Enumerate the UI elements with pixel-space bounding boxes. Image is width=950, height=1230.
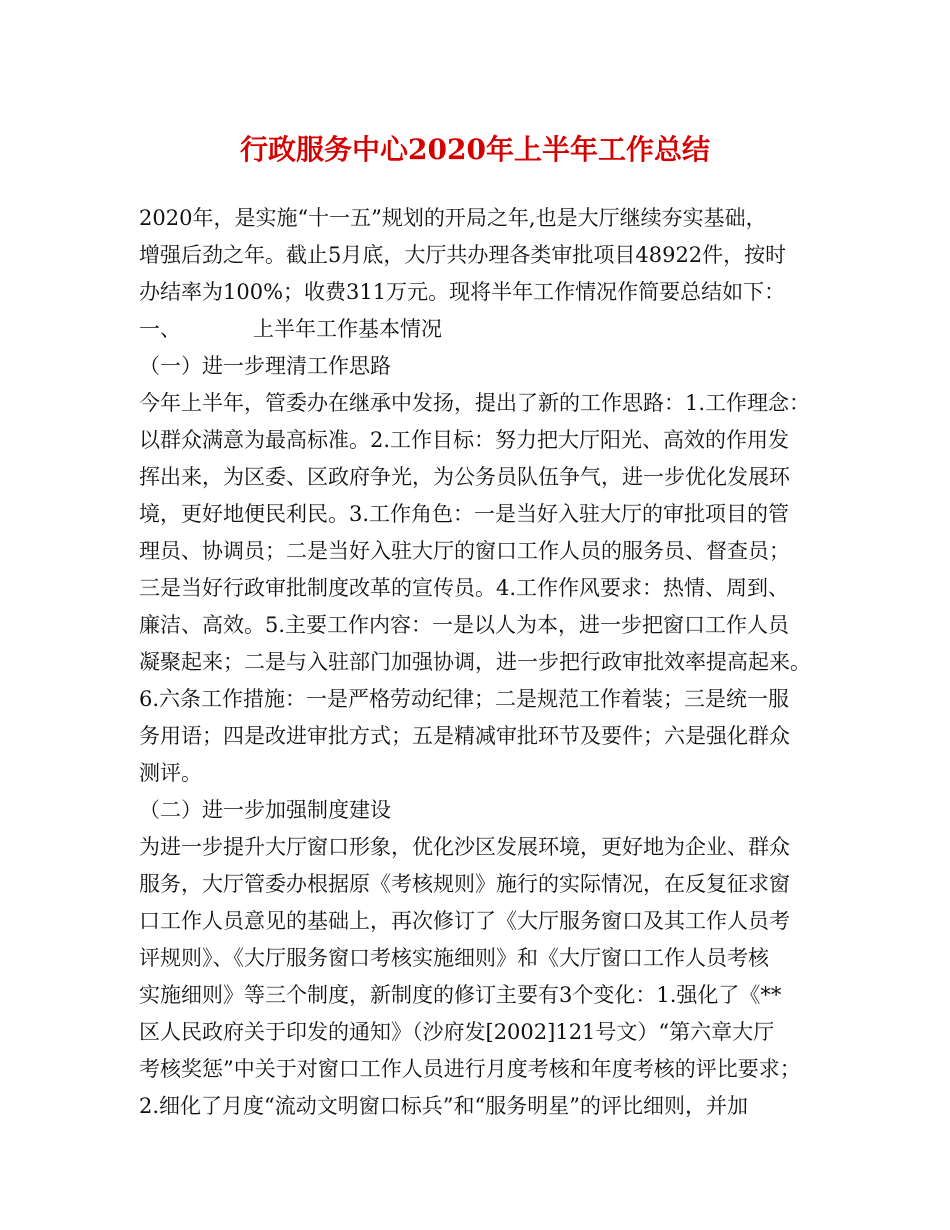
paragraph-line: 三是当好行政审批制度改革的宣传员。4.工作作风要求：热情、周到、 <box>139 576 790 600</box>
section-number: 一、 <box>139 317 181 341</box>
paragraph-line: 凝聚起来；二是与入驻部门加强协调，进一步把行政审批效率提高起来。 <box>139 650 811 674</box>
paragraph-line: 廉洁、高效。5.主要工作内容：一是以人为本，进一步把窗口工作人员 <box>139 613 790 637</box>
paragraph-line: 境，更好地便民利民。3.工作角色：一是当好入驻大厅的审批项目的管 <box>139 502 790 526</box>
paragraph-line: 办结率为100%；收费311万元。现将半年工作情况作简要总结如下： <box>139 280 786 304</box>
paragraph-line: 2020年，是实施“十一五”规划的开局之年,也是大厅继续夯实基础， <box>139 206 767 230</box>
paragraph-line: 测评。 <box>139 761 202 785</box>
section-heading <box>139 311 831 348</box>
paragraph-line: 口工作人员意见的基础上，再次修订了《大厅服务窗口及其工作人员考 <box>139 909 790 933</box>
paragraph-line: 考核奖惩”中关于对窗口工作人员进行月度考核和年度考核的评比要求； <box>139 1057 801 1081</box>
paragraph-line: 6.六条工作措施：一是严格劳动纪律；二是规范工作着装；三是统一服 <box>139 687 790 711</box>
section-heading-text: 上半年工作基本情况 <box>253 317 442 341</box>
document-body <box>139 200 831 1125</box>
paragraph-line: 挥出来，为区委、区政府争光，为公务员队伍争气，进一步优化发展环 <box>139 465 790 489</box>
subsection-heading: （一）进一步理清工作思路 <box>139 354 391 378</box>
document-title: 行政服务中心2020年上半年工作总结 <box>240 133 710 166</box>
paragraph-line: 实施细则》等三个制度，新制度的修订主要有3个变化：1.强化了《** <box>139 983 782 1007</box>
paragraph-line: 今年上半年，管委办在继承中发扬，提出了新的工作思路：1.工作理念： <box>139 391 811 415</box>
paragraph-line: 为进一步提升大厅窗口形象，优化沙区发展环境，更好地为企业、群众 <box>139 835 790 859</box>
paragraph-line: 务用语；四是改进审批方式；五是精减审批环节及要件；六是强化群众 <box>139 724 790 748</box>
paragraph-line: 服务，大厅管委办根据原《考核规则》施行的实际情况，在反复征求窗 <box>139 872 790 896</box>
paragraph-line: 区人民政府关于印发的通知》（沙府发[2002]121号文）“第六章大厅 <box>139 1020 775 1044</box>
paragraph-line: 2.细化了月度“流动文明窗口标兵”和“服务明星”的评比细则，并加 <box>139 1094 748 1118</box>
paragraph-line: 评规则》、《大厅服务窗口考核实施细则》和《大厅窗口工作人员考核 <box>139 946 769 970</box>
subsection-heading: （二）进一步加强制度建设 <box>139 798 391 822</box>
paragraph-line: 以群众满意为最高标准。2.工作目标：努力把大厅阳光、高效的作用发 <box>139 428 790 452</box>
paragraph-line: 理员、协调员；二是当好入驻大厅的窗口工作人员的服务员、督查员； <box>139 539 790 563</box>
paragraph-line: 增强后劲之年。截止5月底，大厅共办理各类审批项目48922件，按时 <box>139 243 787 267</box>
